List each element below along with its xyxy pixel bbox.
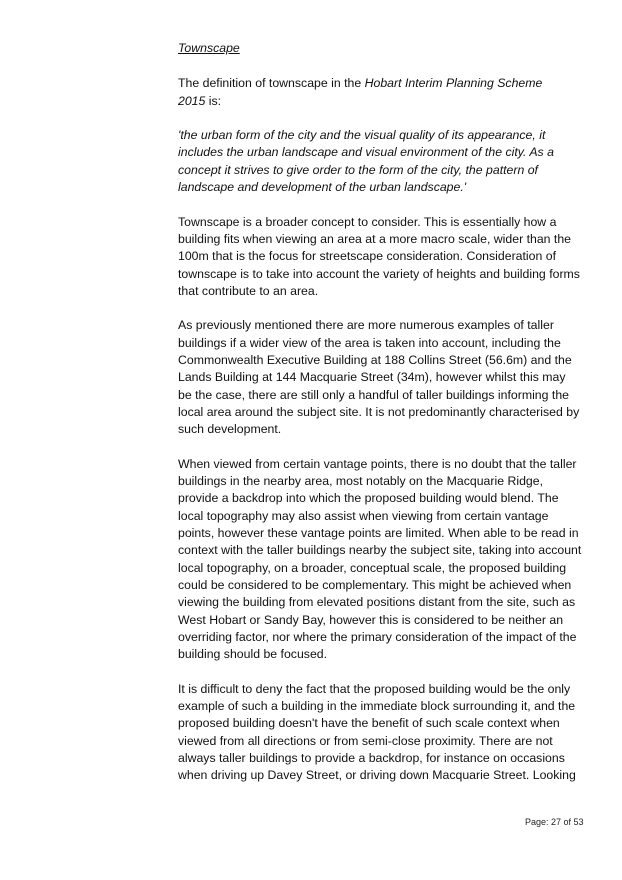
intro-suffix: is: bbox=[205, 93, 222, 108]
page-number: Page: 27 of 53 bbox=[525, 817, 584, 827]
text-line: buildings in the nearby area, most notably on the Macquarie Ridge, bbox=[178, 474, 544, 489]
text-line: Lands Building at 144 Macquarie Street (34m), however whilst this may bbox=[178, 370, 566, 385]
intro-paragraph bbox=[178, 75, 582, 110]
intro-line-2 bbox=[178, 93, 582, 110]
intro-line-1 bbox=[178, 75, 582, 92]
text-line: buildings if a wider view of the area is taken into account, including the bbox=[178, 335, 561, 350]
text-line: townscape is to take into account the variety of heights and building forms bbox=[178, 266, 580, 281]
text-line: building should be focused. bbox=[178, 647, 328, 662]
scheme-name-part-1: Hobart Interim Planning Scheme bbox=[364, 76, 543, 91]
quote-line: landscape and development of the urban landscape.' bbox=[178, 180, 467, 195]
body-paragraph-3 bbox=[178, 456, 582, 664]
text-line: always taller buildings to provide a backdrop, for instance on occasions bbox=[178, 750, 565, 765]
text-line: points, however these vantage points are limited. When able to be read in bbox=[178, 526, 579, 541]
text-line: local topography may also assist when viewing from certain vantage bbox=[178, 508, 549, 523]
text-line: could be considered to be complementary. This might be achieved when bbox=[178, 577, 572, 592]
text-line: local area around the subject site. It is not predominantly characterised by bbox=[178, 404, 580, 419]
text-line: such development. bbox=[178, 422, 282, 437]
text-line: It is difficult to deny the fact that the proposed building would be the only bbox=[178, 681, 571, 696]
text-line: that contribute to an area. bbox=[178, 283, 319, 298]
text-line: When viewed from certain vantage points, there is no doubt that the taller bbox=[178, 456, 577, 471]
text-line: building fits when viewing an area at a more macro scale, wider than the bbox=[178, 231, 572, 246]
quote-line: 'the urban form of the city and the visual quality of its appearance, it bbox=[178, 128, 546, 143]
quote-line: concept it strives to give order to the form of the city, the pattern of bbox=[178, 162, 538, 177]
text-line: provide a backdrop into which the proposed building would blend. The bbox=[178, 491, 559, 506]
text-line: be the case, there are still only a handful of taller buildings informing the bbox=[178, 387, 569, 402]
text-line: 100m that is the focus for streetscape consideration. Consideration of bbox=[178, 249, 556, 264]
text-line: viewed from all directions or from semi-close proximity. There are not bbox=[178, 733, 553, 748]
text-line: West Hobart or Sandy Bay, however this is considered to be neither an bbox=[178, 612, 564, 627]
text-line: Townscape is a broader concept to consider. This is essentially how a bbox=[178, 214, 557, 229]
intro-prefix: The definition of townscape in the bbox=[178, 76, 365, 91]
definition-quote bbox=[178, 127, 582, 196]
text-line: overriding factor, nor where the primary consideration of the impact of the bbox=[178, 629, 577, 644]
body-paragraph-2 bbox=[178, 317, 582, 438]
text-line: As previously mentioned there are more numerous examples of taller bbox=[178, 318, 554, 333]
scheme-name-part-2: 2015 bbox=[178, 93, 206, 108]
text-line: when driving up Davey Street, or driving down Macquarie Street. Looking bbox=[178, 768, 576, 783]
body-paragraph-1 bbox=[178, 214, 582, 300]
body-paragraph-4 bbox=[178, 681, 582, 785]
text-line: local topography, on a broader, conceptual scale, the proposed building bbox=[178, 560, 567, 575]
quote-line: includes the urban landscape and visual environment of the city. As a bbox=[178, 145, 554, 160]
text-line: proposed building doesn't have the benefit of such scale context when bbox=[178, 716, 560, 731]
section-heading: Townscape bbox=[178, 41, 240, 55]
text-line: Commonwealth Executive Building at 188 Collins Street (56.6m) and the bbox=[178, 353, 572, 368]
text-line: example of such a building in the immediate block surrounding it, and the bbox=[178, 698, 576, 713]
text-line: context with the taller buildings nearby the subject site, taking into account bbox=[178, 543, 582, 558]
text-line: viewing the building from elevated positions distant from the site, such as bbox=[178, 595, 576, 610]
page-content bbox=[178, 40, 582, 802]
